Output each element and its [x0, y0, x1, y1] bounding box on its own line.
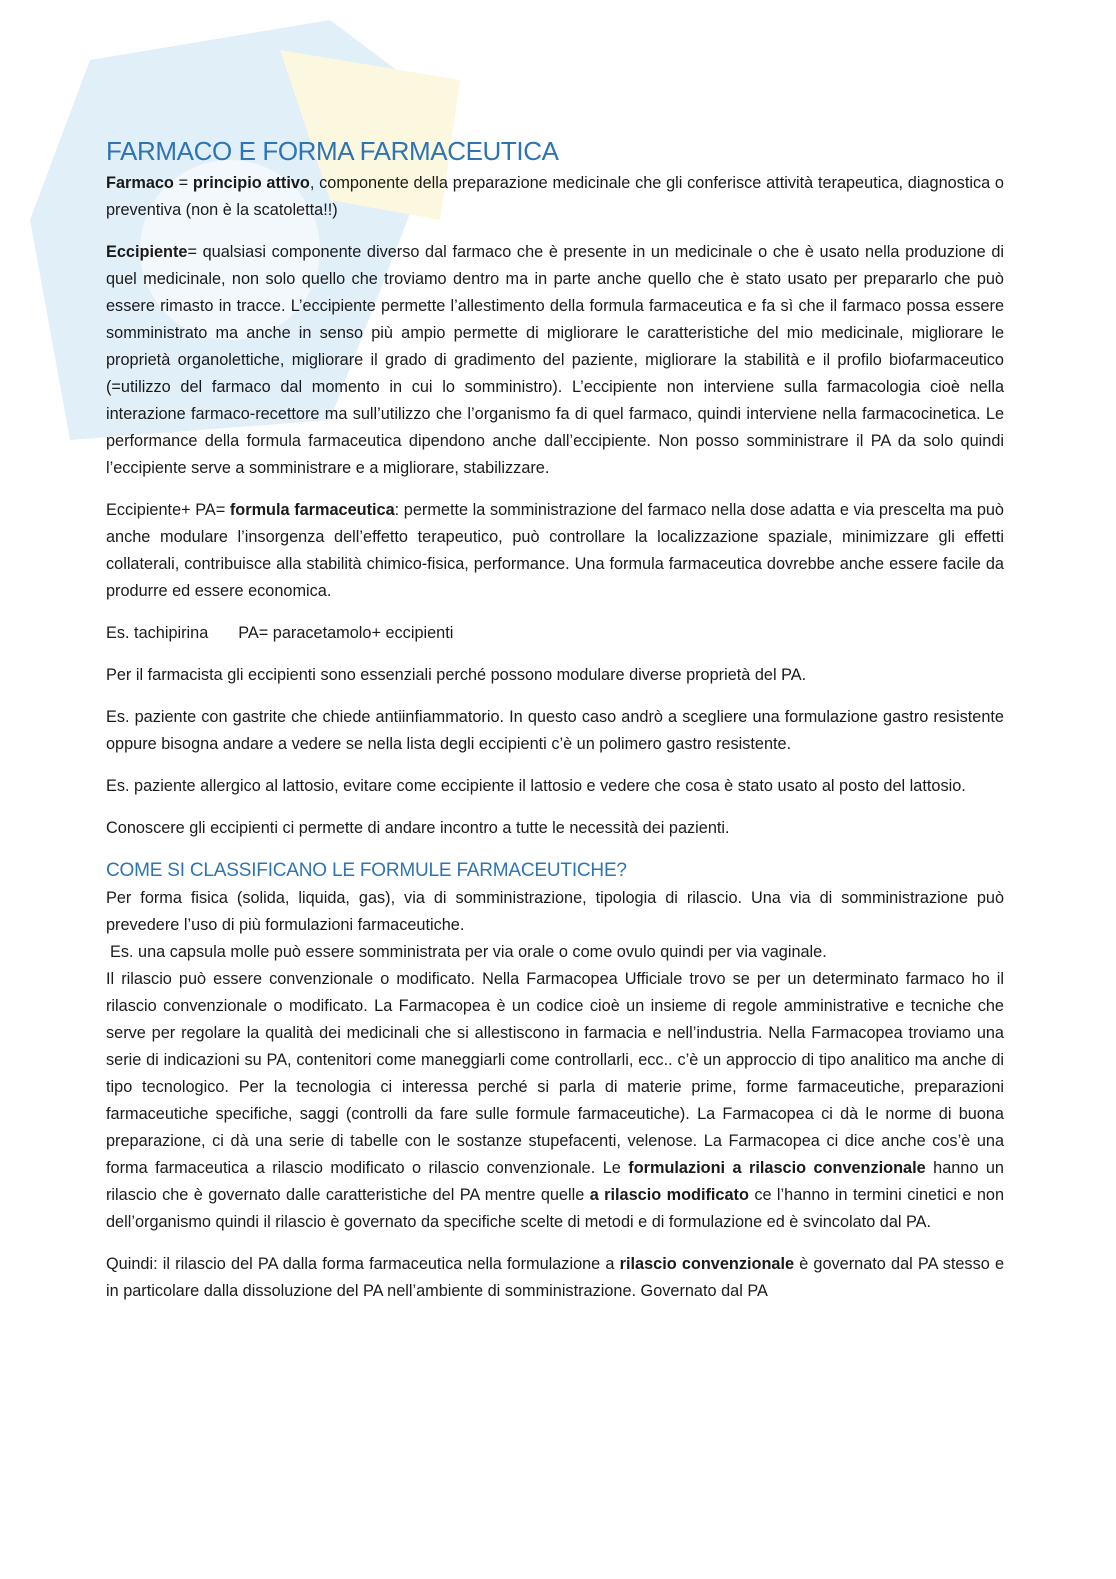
paragraph-eccipiente: Eccipiente= qualsiasi componente diverso dal farmaco che è presente in un medicinale o che è usato nella produzione di quel medicinale, non solo quello che troviamo dentro ma in parte anche quello che è stato usato per prepararlo che può essere rimasto in tracce. L’eccipiente permette l’allestimento della formula farmaceutica e fa sì che il farmaco possa essere somministrato ma anche in senso più ampio permette di migliorare le caratteristiche del mio medicinale, migliorare le proprietà organolettiche, migliorare il grado di gradimento del paziente, migliorare la stabilità e il profilo biofarmaceutico (=utilizzo del farmaco dal momento in cui lo somministro). L’eccipiente non interviene sulla farmacologia cioè nella interazione farmaco-recettore ma sull’utilizzo che l’organismo fa di quel farmaco, quindi interviene nella farmacocinetica. Le performance della formula farmaceutica dipendono anche dall’eccipiente. Non posso somministrare il PA da solo quindi l’eccipiente serve a somministrare e a migliorare, stabilizzare. — [106, 243, 1004, 477]
paragraph-example-capsula: Es. una capsula molle può essere somministrata per via orale o come ovulo quindi per via vaginale. — [110, 943, 827, 961]
paragraph-classificazione: Per forma fisica (solida, liquida, gas), via di somministrazione, tipologia di rilascio. Una via di somministrazione può prevedere l’uso di più formulazioni farmaceutiche. — [106, 889, 1004, 934]
term-rilascio-modificato: a rilascio modificato — [589, 1186, 749, 1204]
term-rilascio-convenzionale-2: rilascio convenzionale — [619, 1255, 795, 1273]
term-eccipiente: Eccipiente — [106, 243, 188, 261]
term-formula-farmaceutica: formula farmaceutica — [229, 501, 395, 519]
paragraph-example-tachipirina: Es. tachipirina PA= paracetamolo+ eccipienti — [106, 624, 454, 642]
paragraph-farmaco: Farmaco = principio attivo, componente della preparazione medicinale che gli conferisce attività terapeutica, diagnostica o preventiva (non è la scatoletta!!) — [106, 174, 1004, 219]
paragraph-example-gastrite: Es. paziente con gastrite che chiede antiinfiammatorio. In questo caso andrò a scegliere una formulazione gastro resistente oppure bisogna andare a vedere se nella lista degli eccipienti c’è un polimero gastro resistente. — [106, 708, 1004, 753]
term-rilascio-convenzionale: formulazioni a rilascio convenzionale — [628, 1159, 926, 1177]
term-farmaco: Farmaco — [106, 174, 174, 192]
paragraph-quindi: Quindi: il rilascio del PA dalla forma farmaceutica nella formulazione a rilascio convenzionale è governato dal PA stesso e in particolare dalla dissoluzione del PA nell’ambiente di somministrazione. Governato dal PA — [106, 1255, 1005, 1300]
term-principio-attivo: principio attivo — [192, 174, 310, 192]
section-heading: COME SI CLASSIFICANO LE FORMULE FARMACEUTICHE? — [106, 860, 627, 881]
paragraph-conoscere: Conoscere gli eccipienti ci permette di andare incontro a tutte le necessità dei pazienti. — [106, 819, 730, 837]
document-title: FARMACO E FORMA FARMACEUTICA — [106, 136, 559, 166]
document-page — [106, 134, 1004, 1305]
paragraph-farmacista: Per il farmacista gli eccipienti sono essenziali perché possono modulare diverse proprietà del PA. — [106, 666, 807, 684]
paragraph-example-lattosio: Es. paziente allergico al lattosio, evitare come eccipiente il lattosio e vedere che cosa è stato usato al posto del lattosio. — [106, 777, 966, 795]
paragraph-rilascio: Il rilascio può essere convenzionale o modificato. Nella Farmacopea Ufficiale trovo se per un determinato farmaco ho il rilascio convenzionale o modificato. La Farmacopea è un codice cioè un insieme di regole amministrative e tecniche che serve per regolare la qualità dei medicinali che si allestiscono in farmacia e nell’industria. Nella Farmacopea troviamo una serie di indicazioni su PA, contenitori come maneggiarli come controllarli, ecc.. c’è un approccio di tipo analitico ma anche di tipo tecnologico. Per la tecnologia ci interessa perché si parla di materie prime, forme farmaceutiche, preparazioni farmaceutiche specifiche, saggi (controlli da fare sulle formule farmaceutiche). La Farmacopea ci dà le norme di buona preparazione, ci dà una serie di tabelle con le sostanze stupefacenti, velenose. La Farmacopea ci dice anche cos’è una forma farmaceutica a rilascio modificato o rilascio convenzionale. Le formulazioni a rilascio convenzionale hanno un rilascio che è governato dalle caratteristiche del PA mentre quelle a rilascio modificato ce l’hanno in termini cinetici e non dell’organismo quindi il rilascio è governato da specifiche scelte di metodi e di formulazione ed è svincolato dal PA. — [106, 970, 1005, 1231]
paragraph-formula-farmaceutica: Eccipiente+ PA= formula farmaceutica: permette la somministrazione del farmaco nella dose adatta e via prescelta ma può anche modulare l’insorgenza dell’effetto terapeutico, può controllare la localizzazione spaziale, minimizzare gli effetti collaterali, contribuisce alla stabilità chimico-fisica, performance. Una formula farmaceutica dovrebbe anche essere facile da produrre ed essere economica. — [106, 501, 1004, 600]
